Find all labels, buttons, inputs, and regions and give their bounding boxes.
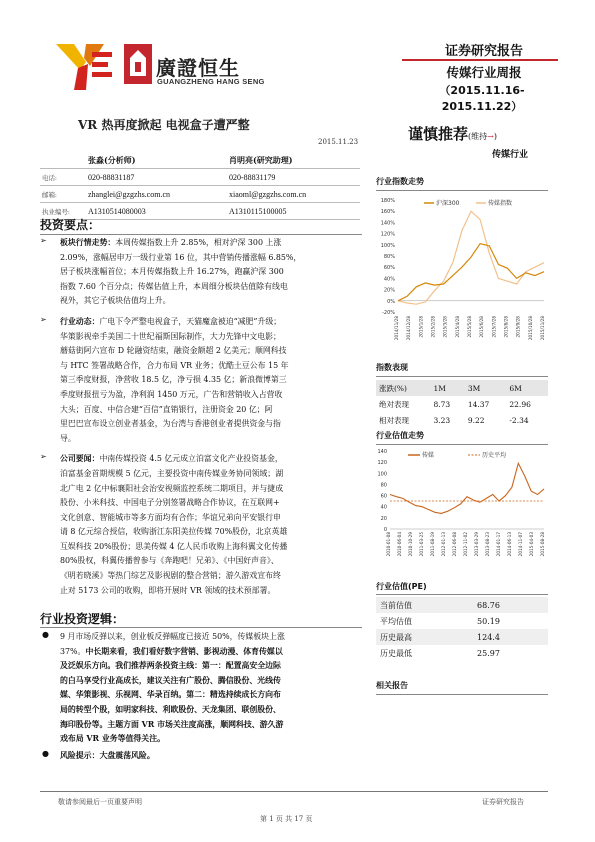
y-tick-label: 100% — [380, 242, 395, 249]
hs300-line — [398, 244, 544, 301]
key-point-text: 与 HTC 签署战略合作，合力布局 VR 业务；优酷土豆公布 15 年 — [60, 360, 289, 370]
x-tick-label: 2012-01-13 — [441, 532, 446, 557]
perf-divider — [376, 376, 548, 377]
y-tick-label: 60 — [380, 493, 387, 500]
arrow-bullet-icon: ➢ — [40, 452, 47, 462]
perf-row — [376, 412, 548, 428]
logic-text-bold: 海印股份等。主题方面 VR 市场关注度高涨，顺网科技、游久游 — [60, 719, 284, 729]
logic-text-bold: 及泛娱乐方向。我们推荐两条投资主线：第一：配置高安全边际 — [60, 661, 281, 671]
x-tick-label: 2015/1/28 — [418, 316, 424, 338]
bullet-dot-icon: ● — [42, 748, 49, 758]
pe-row — [376, 645, 548, 661]
x-tick-label: 2015/7/28 — [491, 316, 497, 338]
perf-header-cell: 6M — [506, 380, 548, 396]
y-tick-label: 60% — [383, 265, 395, 272]
x-tick-label: 2015/5/28 — [467, 316, 472, 338]
pe-value: 124.4 — [473, 629, 548, 645]
report-name: 传媒行业周报 — [446, 65, 522, 80]
analyst-email[interactable]: xiaoml@gzgzhs.com.cn — [227, 186, 360, 203]
y-tick-label: 40 — [380, 504, 387, 511]
logic-heading: 行业投资逻辑： — [40, 612, 125, 626]
pe-value: 25.97 — [477, 648, 500, 658]
perf-cell: 8.73 — [433, 399, 451, 409]
perf-cell: 3.23 — [433, 415, 451, 425]
analyst-phone: 020-88831187 — [86, 169, 227, 186]
pe-row — [376, 613, 548, 629]
key-point-text: 请 8 亿元综合授信，收购浙江东阳美拉传媒 70%股份，北京英雄 — [60, 527, 288, 537]
arrow-bullet-icon: ➢ — [40, 236, 47, 245]
analyst-name: 张淼(分析师) — [86, 152, 227, 169]
key-point-text: 蘑菇街阿六宣布 D 轮融资结束，融资金额超 2 亿美元；顺网科技 — [60, 346, 287, 356]
perf-cell: 绝对表现 — [379, 399, 409, 409]
logic-text: 37%。 — [60, 646, 86, 656]
perf-cell: 相对表现 — [379, 415, 409, 425]
key-point-lead: 行业动态： — [60, 316, 100, 326]
key-point-text: 2.09%，涨幅居申万一级行业第 16 位，其中营销传播涨幅 6.85%， — [60, 252, 302, 262]
key-point-text: 《明若晓溪》等热门综艺及影视剧的整合营销；游久游戏宣布终 — [60, 571, 281, 581]
y-tick-label: 120 — [377, 460, 387, 467]
report-period: （2015.11.16-2015.11.22） — [439, 84, 525, 113]
index-trend-chart — [372, 194, 548, 356]
key-point-text: 北广电 2 亿中标襄阳社会治安视频监控系统二期项目，并与捷成 — [60, 483, 284, 493]
header-divider — [402, 59, 558, 61]
footer-disclaimer: 敬请参阅最后一页重要声明 — [58, 798, 142, 806]
sector-label: 传媒行业 — [492, 150, 529, 160]
key-point-text: 互娱科技 20%股份；思美传媒 4 亿人民币收购上海科翼文化传播 — [60, 541, 288, 551]
perf-header-cell: 3M — [465, 380, 507, 396]
arrow-right-icon: → — [487, 132, 494, 141]
logic-list — [38, 630, 363, 763]
index-chart-divider — [376, 190, 548, 191]
key-point-text: 本周传媒指数上升 2.85%，相对沪深 300 上涨 — [115, 238, 282, 247]
key-point-item — [38, 452, 363, 598]
x-tick-label: 2015-08-28 — [540, 532, 545, 557]
y-tick-label: 80 — [380, 482, 387, 489]
y-tick-label: 0 — [383, 527, 387, 533]
x-tick-label: 2013-03-29 — [474, 532, 479, 557]
pe-value: 50.19 — [477, 616, 500, 626]
key-point-lead: 公司要闻： — [60, 454, 100, 464]
key-point-text: 广电下令严整电视盒子，天猫魔盒被迫“减肥”升级； — [99, 316, 282, 326]
x-tick-label: 2011-03-25 — [419, 532, 424, 557]
footer-right: 证券研究报告 — [482, 798, 524, 806]
y-tick-label: 80% — [383, 254, 395, 260]
key-point-text: 股份、小米科技、中国电子分别签署战略合作协议，在互联网+ — [60, 498, 280, 508]
risk-text: 大盘震荡风险。 — [99, 750, 155, 760]
key-point-text: 文化创意、智能城市等多方面均有合作；华谊兄弟向平安银行申 — [60, 512, 281, 522]
phone-label: 电话: — [40, 169, 86, 186]
x-tick-label: 2012-06-08 — [452, 532, 457, 557]
logic-text-bold: 戏布局 VR 业务等值得关注。 — [60, 734, 165, 744]
key-point-item — [38, 315, 363, 446]
key-point-text: 泊富基金首期规模 5 亿元，主要投资中南传媒业务协同领域；湖 — [60, 468, 284, 478]
pe-value: 68.76 — [473, 597, 548, 613]
val-chart-title: 行业估值走势 — [376, 431, 424, 440]
key-point-text: 里巴巴宣布设立创业者基金，为台湾与香港创业者提供资金与指 — [60, 419, 281, 429]
key-point-text: 大头；百度、中信合建“百信”直销银行，注册资金 20 亿；阿 — [60, 404, 273, 414]
pe-table — [376, 597, 548, 661]
logic-divider — [40, 627, 362, 628]
bullet-dot-icon: ● — [42, 630, 49, 639]
pe-row — [376, 597, 548, 613]
key-point-text: 居子板块涨幅首位；本月传媒指数上升 16.27%，跑赢沪深 300 — [60, 267, 284, 277]
logic-text-bold: 中长期来看，我们看好数字营销、影视动漫、体育传媒以 — [85, 646, 283, 656]
x-tick-label: 2015/10/28 — [527, 316, 533, 341]
key-point-text: 季度财报扭亏为盈，净利润 1450 万元，广告和营销收入占营收 — [60, 389, 283, 399]
rating-label: 谨慎推荐 — [408, 125, 469, 143]
rating — [408, 123, 497, 144]
x-tick-label: 2015-04-03 — [529, 532, 534, 557]
x-tick-label: 2014/11/28 — [394, 316, 399, 341]
related-title: 相关报告 — [376, 681, 408, 690]
key-point-text: 华策影视牵手美国二十世纪福斯国际制作，大力先锋中文电影； — [60, 331, 281, 341]
perf-title: 指数表现 — [376, 363, 408, 372]
page-title: VR 热再度掀起 电视盒子遭严整 — [78, 118, 250, 132]
x-tick-label: 2012-11-02 — [463, 532, 468, 557]
pe-label: 历史最低 — [380, 648, 412, 658]
license-label: 执业编号: — [40, 203, 86, 220]
x-tick-label: 2014-01-17 — [496, 532, 501, 557]
key-point-text: 中南传媒投资 4.5 亿元成立泊富文化产业投资基金， — [99, 454, 283, 464]
x-tick-label: 2015/3/28 — [442, 316, 448, 338]
y-tick-label: 160% — [380, 209, 395, 216]
y-tick-label: 120% — [380, 231, 395, 238]
y-tick-label: 140% — [380, 220, 395, 227]
y-tick-label: 140 — [377, 449, 387, 455]
x-tick-label: 2015/8/28 — [503, 316, 509, 338]
report-date: 2015.11.23 — [318, 138, 359, 146]
legend-label: 沪深300 — [436, 200, 460, 207]
key-point-text: 80%股权，科翼传播曾参与《奔跑吧！兄弟》、《中国好声音》、 — [60, 556, 279, 566]
key-point-text: 导。 — [60, 433, 76, 443]
x-tick-label: 2014-11-07 — [518, 532, 523, 557]
pe-label: 当前估值 — [376, 597, 473, 613]
y-tick-label: 20 — [380, 515, 387, 522]
y-tick-label: 40% — [383, 276, 395, 283]
risk-lead: 风险提示： — [60, 750, 100, 760]
x-tick-label: 2013-08-23 — [485, 532, 490, 557]
legend-label: 传媒 — [422, 452, 435, 459]
media-pe-line — [390, 463, 544, 513]
x-tick-label: 2015/11/28 — [540, 316, 545, 341]
perf-cell: 9.22 — [467, 415, 485, 425]
arrow-bullet-icon: ➢ — [40, 314, 47, 324]
logic-item — [38, 630, 363, 747]
pe-label: 平均估值 — [380, 616, 412, 626]
logic-text-bold: 局的转型个股，如明家科技、利欧股份、天龙集团、联创股份、 — [60, 704, 281, 714]
key-point-text: 视外，其它子板块估值均上升。 — [60, 296, 171, 306]
x-tick-label: 2015/4/28 — [454, 316, 460, 338]
x-tick-label: 2014/12/28 — [406, 316, 412, 341]
footer-divider — [40, 791, 548, 792]
key-point-text: 第三季度财报，净营收 18.5 亿，净亏损 4.35 亿；新浪微博第三 — [60, 375, 287, 385]
perf-header-row — [376, 380, 548, 396]
perf-cell: 14.37 — [467, 399, 490, 409]
analyst-license: A1310115100005 — [227, 203, 360, 220]
key-point-lead: 板块行情走势： — [60, 238, 116, 247]
key-point-text: 指数 7.60 个百分点；传媒估值上升，本周细分板块估值除有线电 — [60, 281, 288, 291]
email-label: 邮箱: — [40, 186, 86, 203]
logic-text: 9 月市场反弹以来，创业板反弹幅度已接近 50%，传媒板块上涨 — [60, 632, 285, 641]
key-point-item — [38, 236, 363, 309]
related-divider — [376, 694, 548, 695]
logic-text-bold: 媒、华策影视、乐视网、华录百纳。第二：精选持续成长方向布 — [60, 690, 281, 700]
analyst-phone: 020-88831179 — [227, 169, 360, 186]
perf-cell: 22.96 — [509, 399, 531, 409]
y-tick-label: 0% — [387, 298, 395, 305]
company-name-cn: 廣證恒生 — [156, 56, 240, 80]
x-tick-label: 2010-01-08 — [386, 532, 391, 557]
y-tick-label: 180% — [380, 198, 395, 204]
key-points-divider — [40, 234, 362, 235]
logic-item — [38, 749, 363, 764]
perf-row — [376, 396, 548, 412]
company-logo-mark — [56, 44, 118, 90]
x-tick-label: 2015/6/28 — [479, 316, 485, 338]
pe-row — [376, 629, 548, 645]
analyst-license: A1310514080003 — [86, 203, 227, 220]
key-point-text: 止对 5173 公司的收购，即将开展时 VR 领域的技术预部署。 — [60, 585, 276, 595]
x-tick-label: 2015/9/28 — [515, 316, 521, 338]
y-tick-label: 20% — [383, 287, 395, 294]
valuation-trend-chart — [372, 447, 548, 575]
y-tick-label: 100 — [377, 471, 387, 478]
x-tick-label: 2010-06-04 — [397, 532, 402, 557]
perf-table — [376, 380, 548, 428]
logic-text-bold: 的白马享受行业高成长，建议关注有广股份、腾信股份、光线传 — [60, 675, 281, 685]
perf-header-cell: 1M — [430, 380, 464, 396]
perf-cell: -2.34 — [509, 415, 529, 425]
pe-title: 行业估值(PE) — [376, 582, 427, 591]
pe-label: 历史最高 — [376, 629, 473, 645]
page-number: 第 1 页 共 17 页 — [260, 815, 313, 823]
x-tick-label: 2010-10-29 — [408, 532, 413, 557]
x-tick-label: 2014-06-13 — [507, 532, 512, 557]
rating-close: ) — [493, 132, 497, 141]
report-type: 证券研究报告 — [444, 44, 523, 59]
analyst-table — [40, 152, 360, 220]
perf-header-cell: 涨跌(%) — [376, 380, 430, 396]
analyst-email[interactable]: zhanglei@gzgzhs.com.cn — [86, 186, 227, 203]
legend-label: 传媒指数 — [488, 200, 513, 207]
key-points-list — [38, 236, 363, 598]
y-tick-label: -20% — [382, 310, 395, 316]
company-name-en: GUANGZHENG HANG SENG — [157, 77, 265, 86]
x-tick-label: 2015/2/28 — [430, 316, 436, 338]
pe-divider — [376, 594, 548, 595]
index-chart-title: 行业指数走势 — [376, 177, 424, 186]
analyst-name: 肖明亮(研究助理) — [227, 152, 360, 169]
legend-label: 历史平均 — [482, 452, 507, 459]
key-points-heading: 投资要点： — [40, 218, 101, 232]
x-tick-label: 2011-08-19 — [430, 532, 435, 557]
rating-status: (维持 — [468, 132, 488, 141]
emblem-icon — [124, 44, 152, 84]
val-chart-divider — [376, 444, 548, 445]
